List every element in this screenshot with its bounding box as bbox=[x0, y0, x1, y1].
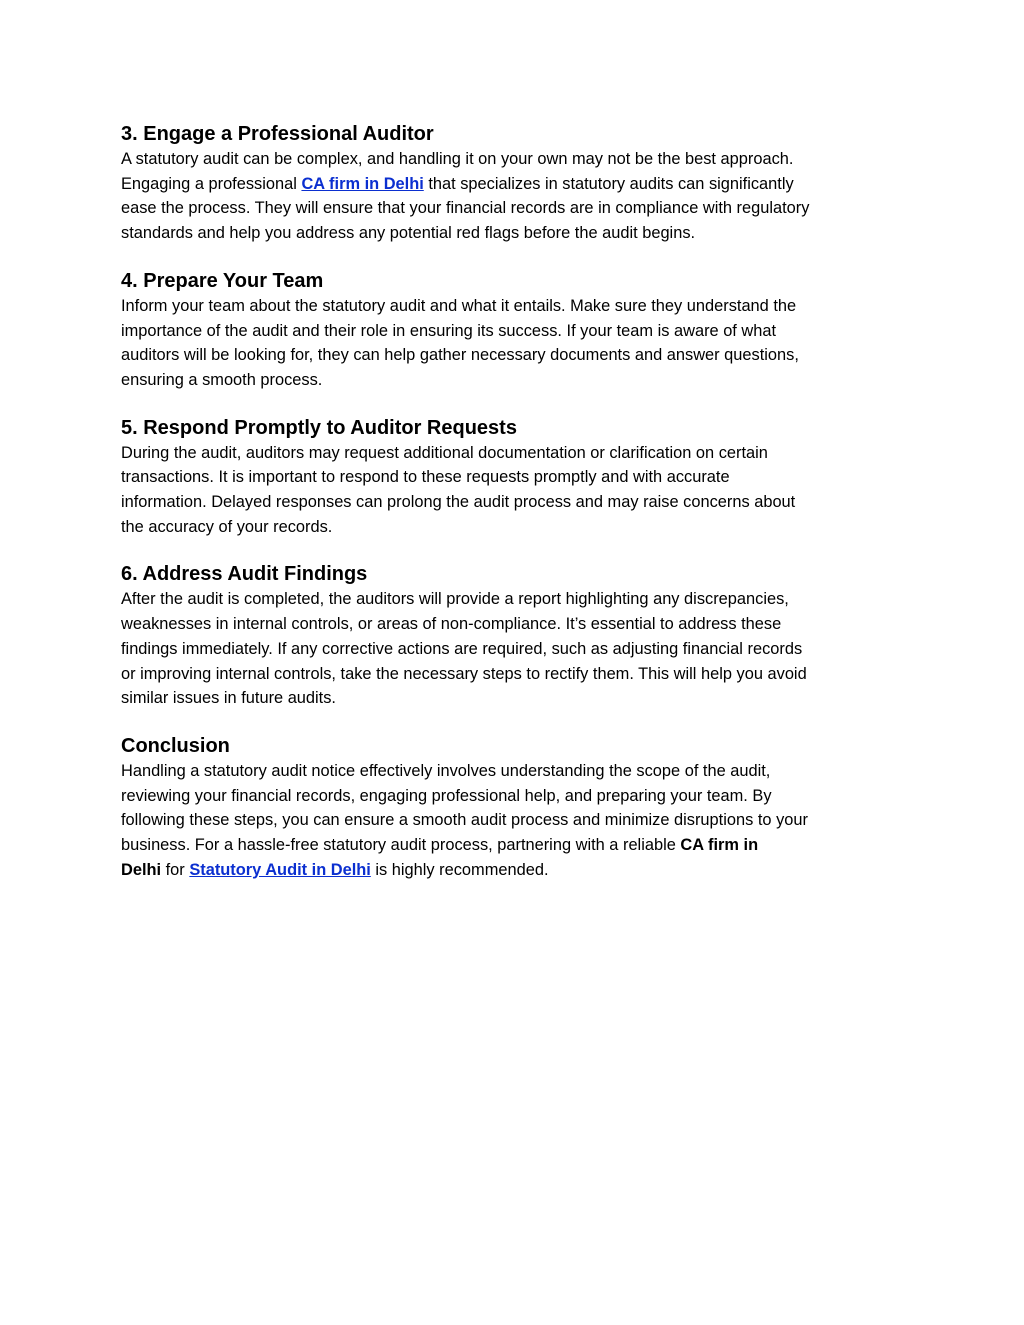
section-paragraph bbox=[121, 587, 906, 711]
paragraph-line bbox=[121, 858, 906, 883]
bold-text-ca-firm: CA firm in bbox=[680, 836, 759, 855]
text-run: business. For a hassle-free statutory audit process, partnering with a reliable bbox=[121, 836, 681, 855]
section-paragraph bbox=[121, 147, 906, 246]
paragraph-line: transactions. It is important to respond to these requests promptly and with accurate bbox=[121, 468, 730, 487]
paragraph-line: Inform your team about the statutory audit and what it entails. Make sure they understand the bbox=[121, 296, 797, 315]
document-page bbox=[121, 121, 906, 904]
section-heading: 5. Respond Promptly to Auditor Requests bbox=[121, 416, 517, 439]
paragraph-line: the accuracy of your records. bbox=[121, 517, 333, 536]
paragraph-line: After the audit is completed, the auditors will provide a report highlighting any discrepancies, bbox=[121, 590, 789, 609]
section-engage-auditor bbox=[121, 121, 906, 246]
section-heading: 4. Prepare Your Team bbox=[121, 269, 324, 292]
paragraph-line: ease the process. They will ensure that your financial records are in compliance with regulatory bbox=[121, 199, 810, 218]
paragraph-line: findings immediately. If any corrective actions are required, such as adjusting financial records bbox=[121, 639, 803, 658]
paragraph-line: similar issues in future audits. bbox=[121, 689, 336, 708]
paragraph-line: ensuring a smooth process. bbox=[121, 370, 323, 389]
section-address-findings bbox=[121, 561, 906, 711]
paragraph-line: A statutory audit can be complex, and handling it on your own may not be the best approach. bbox=[121, 150, 794, 168]
paragraph-line: weaknesses in internal controls, or areas of non-compliance. It’s essential to address these bbox=[121, 615, 782, 634]
section-paragraph bbox=[121, 759, 906, 883]
text-run: Engaging a professional bbox=[121, 174, 302, 193]
paragraph-line: Handling a statutory audit notice effectively involves understanding the scope of the audit, bbox=[121, 761, 771, 780]
bold-text-delhi: Delhi bbox=[121, 860, 162, 879]
section-paragraph bbox=[121, 441, 906, 540]
text-run: that specializes in statutory audits can significantly bbox=[423, 174, 794, 193]
paragraph-line: standards and help you address any potential red flags before the audit begins. bbox=[121, 224, 696, 243]
paragraph-line: or improving internal controls, take the necessary steps to rectify them. This will help you avoid bbox=[121, 664, 807, 683]
paragraph-line: During the audit, auditors may request additional documentation or clarification on certain bbox=[121, 443, 768, 462]
paragraph-line bbox=[121, 172, 906, 197]
section-respond-requests bbox=[121, 415, 906, 540]
text-run: is highly recommended. bbox=[370, 860, 549, 879]
paragraph-line bbox=[121, 833, 906, 858]
text-run: for bbox=[161, 860, 190, 879]
section-heading: Conclusion bbox=[121, 734, 230, 757]
section-heading: 6. Address Audit Findings bbox=[121, 563, 368, 586]
paragraph-line: importance of the audit and their role in ensuring its success. If your team is aware of what bbox=[121, 321, 777, 340]
section-prepare-team bbox=[121, 268, 906, 393]
section-heading: 3. Engage a Professional Auditor bbox=[121, 123, 434, 145]
paragraph-line: reviewing your financial records, engaging professional help, and preparing your team. By bbox=[121, 786, 772, 805]
paragraph-line: following these steps, you can ensure a smooth audit process and minimize disruptions to your bbox=[121, 811, 808, 830]
section-paragraph bbox=[121, 294, 906, 393]
paragraph-line: auditors will be looking for, they can help gather necessary documents and answer questions, bbox=[121, 346, 799, 365]
statutory-audit-in-delhi-link[interactable]: Statutory Audit in Delhi bbox=[189, 860, 371, 879]
section-conclusion bbox=[121, 733, 906, 883]
ca-firm-in-delhi-link[interactable]: CA firm in Delhi bbox=[301, 174, 424, 193]
paragraph-line: information. Delayed responses can prolong the audit process and may raise concerns about bbox=[121, 493, 796, 512]
